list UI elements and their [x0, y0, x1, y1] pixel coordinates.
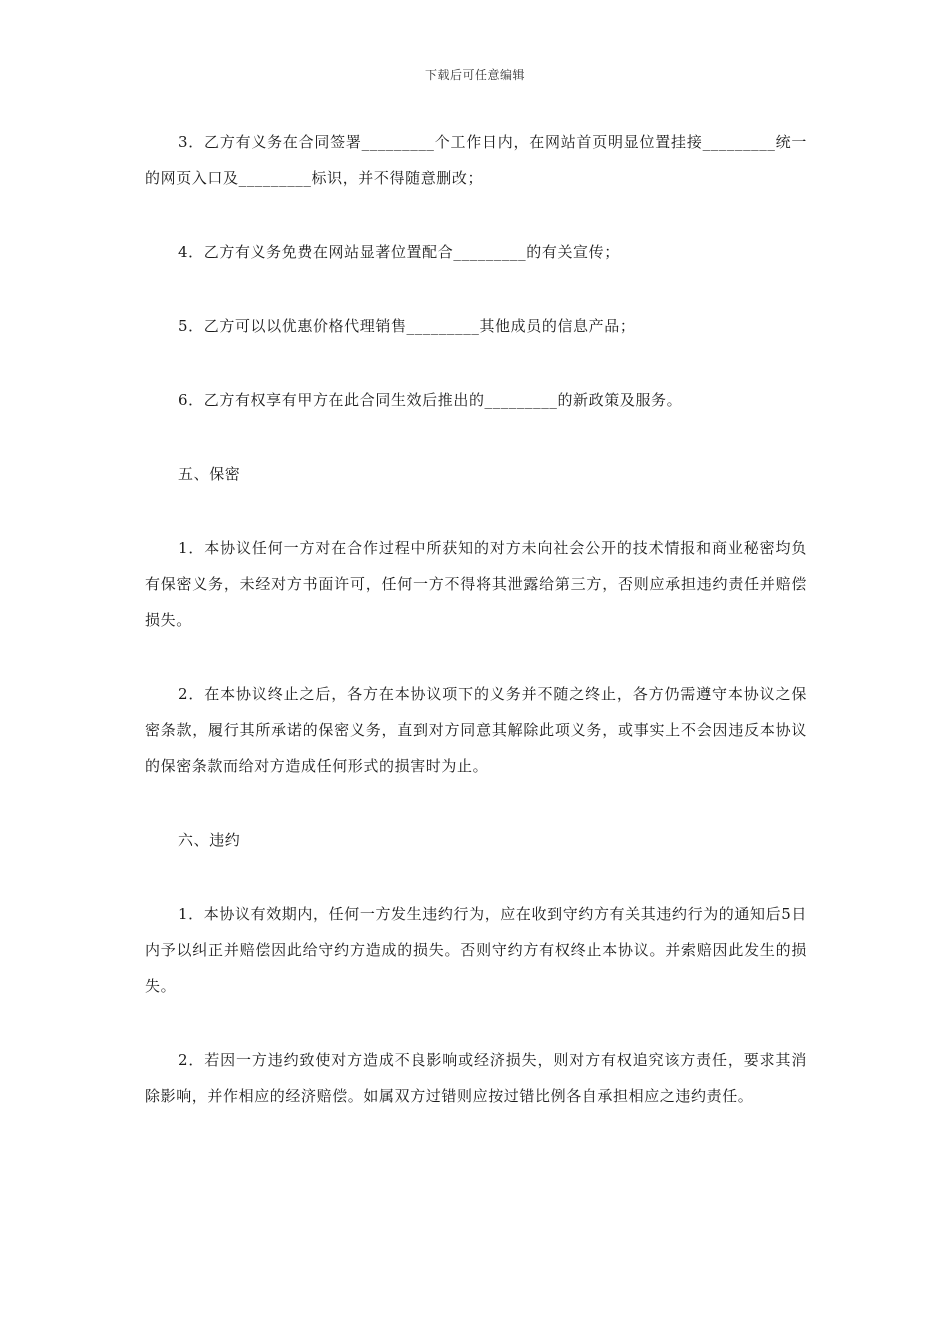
breach-item-1: 1．本协议有效期内，任何一方发生违约行为，应在收到守约方有关其违约行为的通知后5日内予以纠正并赔偿因此给守约方造成的损失。否则守约方有权终止本协议。并索赔因此发生的损失。 [145, 905, 807, 995]
page-header: 下载后可任意编辑 [424, 68, 525, 82]
obligation-item-6: 6．乙方有权享有甲方在此合同生效后推出的_________的新政策及服务。 [178, 391, 683, 409]
confidentiality-item-2: 2．在本协议终止之后，各方在本协议项下的义务并不随之终止，各方仍需遵守本协议之保密条款，履行其所承诺的保密义务，直到对方同意其解除此项义务，或事实上不会因违反本协议的保密条款而给对方造成任何形式的损害时为止。 [145, 685, 807, 775]
obligation-item-3: 3．乙方有义务在合同签署_________个工作日内，在网站首页明显位置挂接_________统一的网页入口及_________标识，并不得随意删改； [145, 133, 807, 187]
confidentiality-heading: 五、保密 [178, 465, 241, 483]
breach-heading: 六、违约 [178, 831, 241, 849]
obligation-item-5: 5．乙方可以以优惠价格代理销售_________其他成员的信息产品； [178, 317, 636, 335]
confidentiality-item-1: 1．本协议任何一方对在合作过程中所获知的对方未向社会公开的技术情报和商业秘密均负有保密义务，未经对方书面许可，任何一方不得将其泄露给第三方，否则应承担违约责任并赔偿损失。 [145, 539, 807, 629]
breach-item-2: 2．若因一方违约致使对方造成不良影响或经济损失，则对方有权追究该方责任，要求其消除影响，并作相应的经济赔偿。如属双方过错则应按过错比例各自承担相应之违约责任。 [145, 1051, 807, 1105]
obligation-item-4: 4．乙方有义务免费在网站显著位置配合_________的有关宣传； [178, 243, 620, 261]
document-body [145, 124, 807, 1152]
